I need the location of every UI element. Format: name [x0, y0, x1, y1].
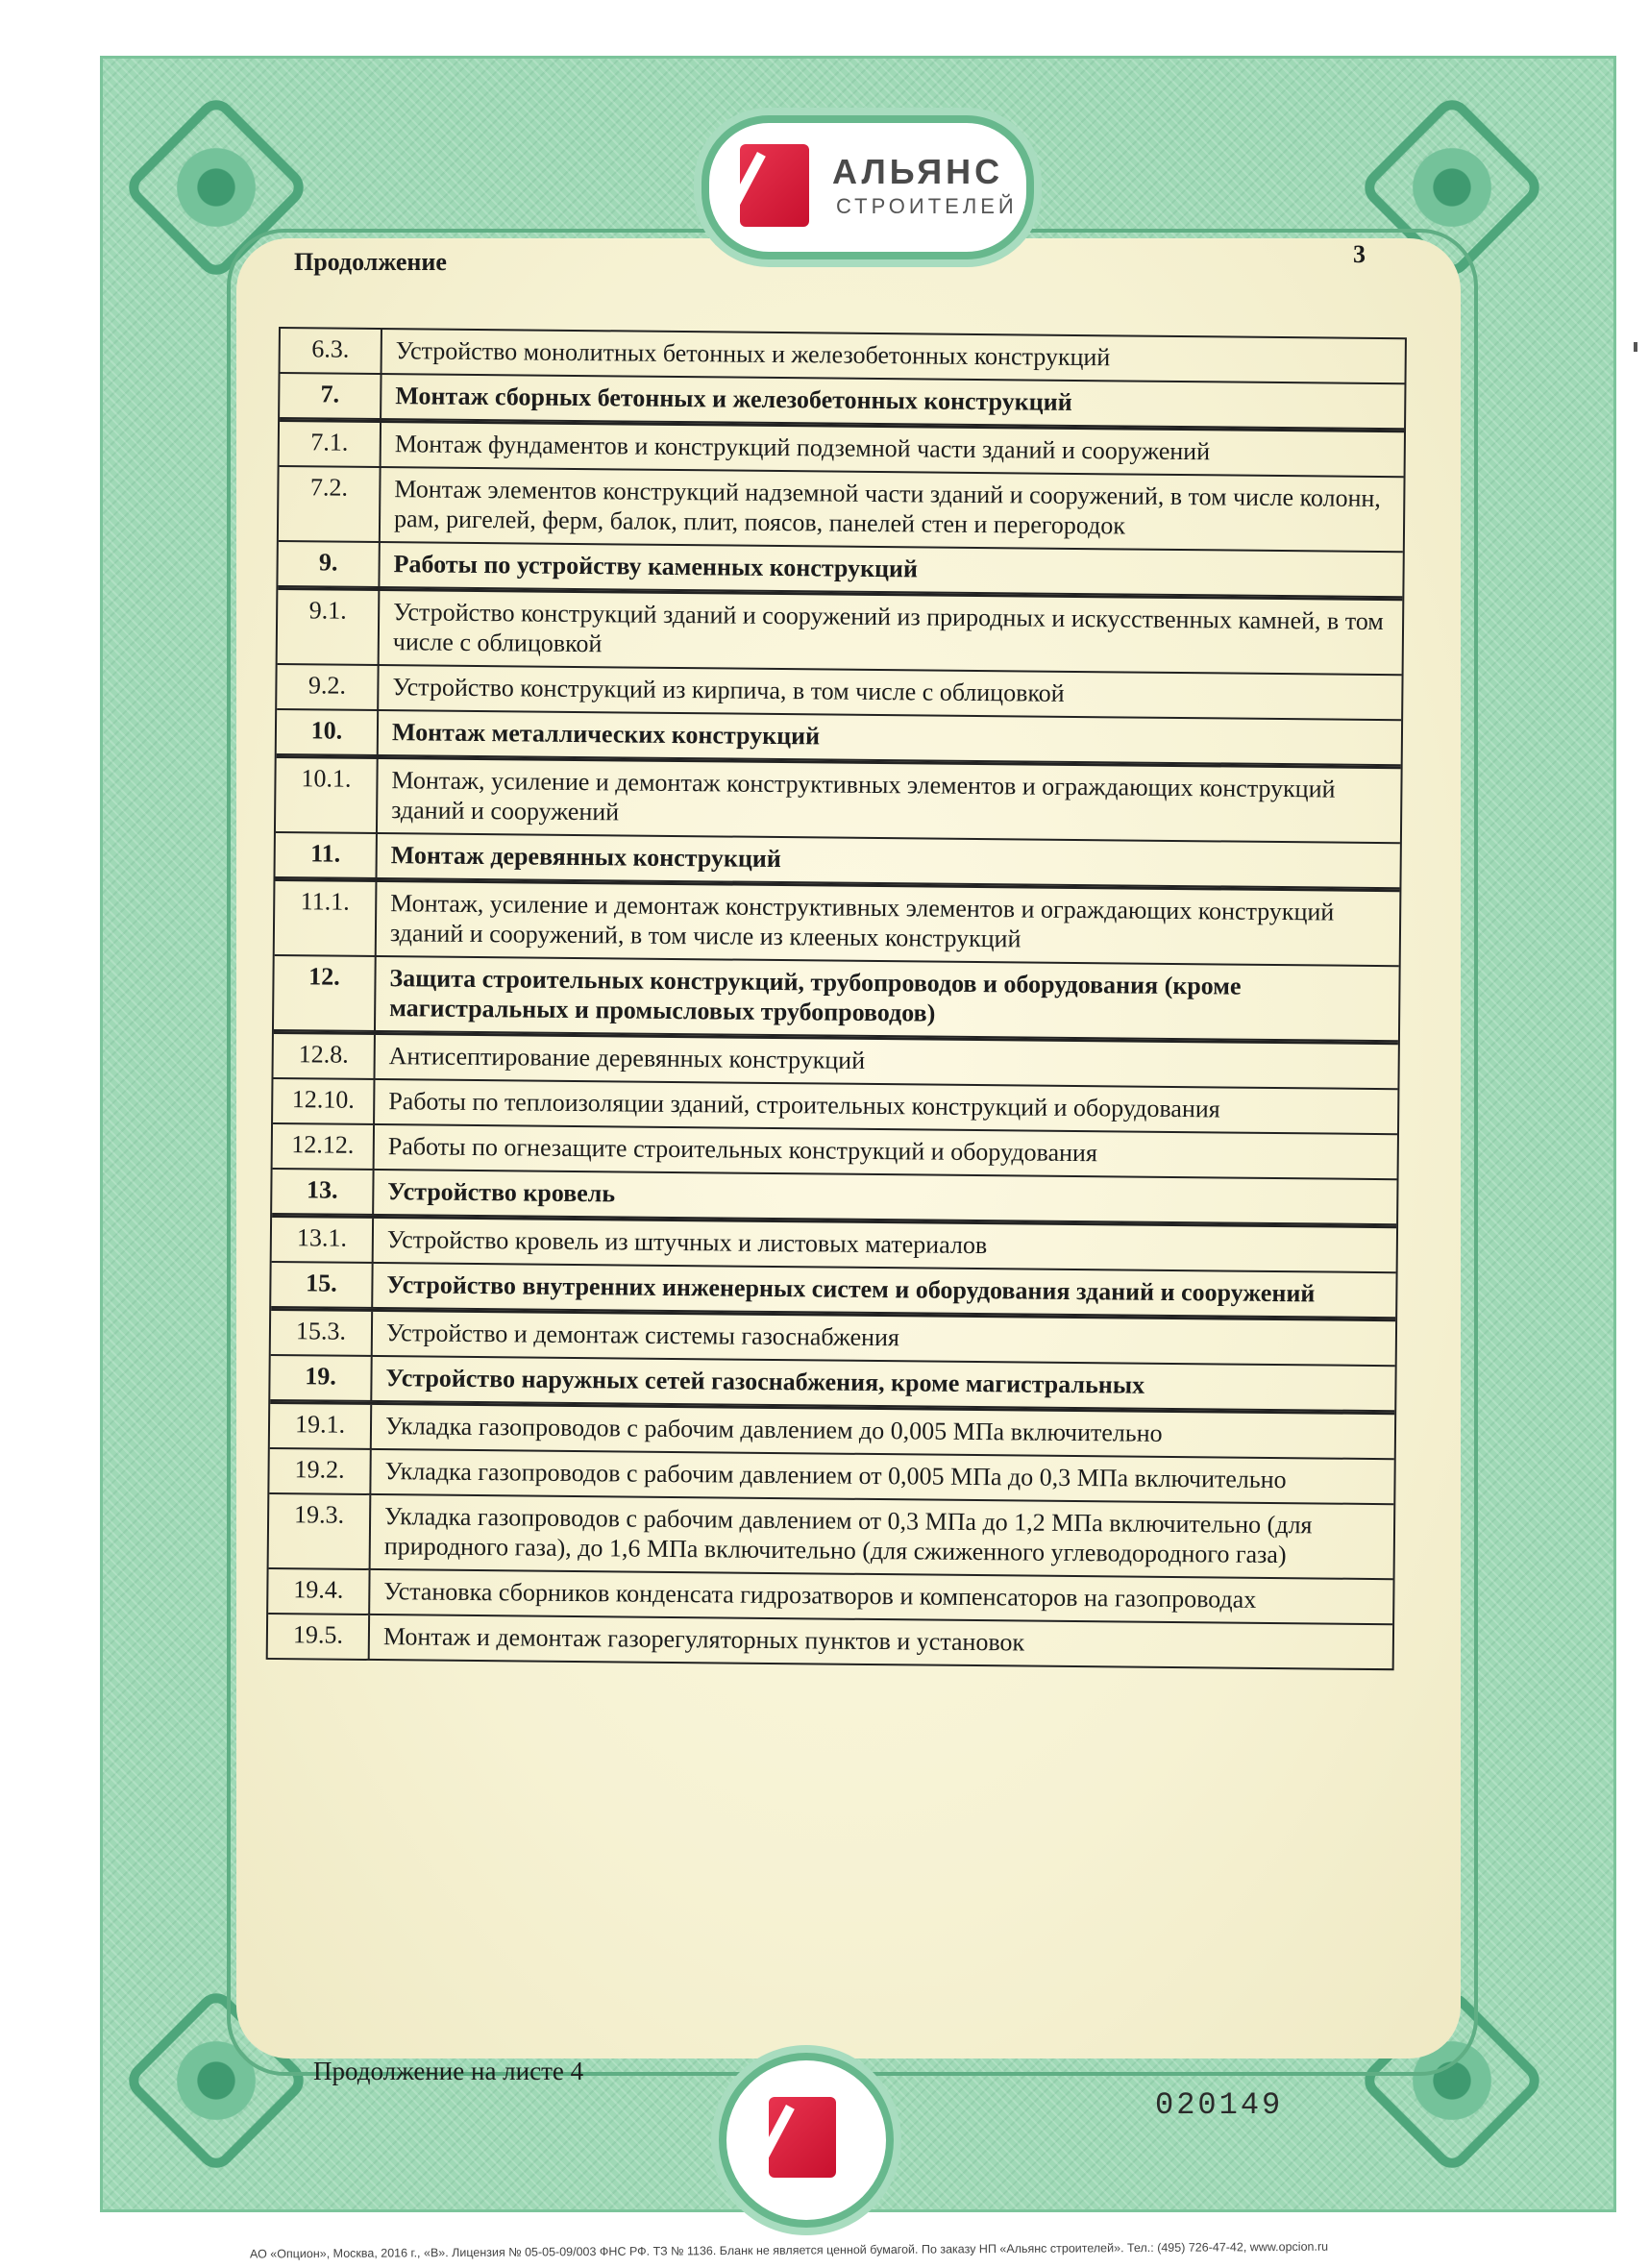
item-number: 15.3.	[271, 1311, 373, 1355]
logo-text-sub: СТРОИТЕЛЕЙ	[836, 194, 1018, 218]
item-number: 9.	[278, 542, 380, 586]
table-row	[269, 1492, 1394, 1578]
item-number: 9.2.	[277, 665, 379, 709]
item-description: Укладка газопроводов с рабочим давлением от 0,005 МПа до 0,3 МПа включительно	[384, 1457, 1287, 1494]
item-description: Монтаж фундаментов и конструкций подземной части зданий и сооружений	[394, 430, 1211, 466]
item-description: Укладка газопроводов с рабочим давлением до 0,005 МПа включительно	[384, 1412, 1163, 1447]
item-description: Устройство и демонтаж системы газоснабжения	[385, 1319, 900, 1352]
item-description: Антисептирование деревянных конструкций	[388, 1042, 866, 1074]
item-description: Устройство конструкций зданий и сооружений из природных и искусственных камней, в том числе с облицовкой	[392, 598, 1384, 658]
edge-mark	[1634, 342, 1637, 352]
continuation-note: Продолжение на листе 4	[313, 2057, 584, 2085]
logo-mark-icon	[740, 144, 809, 227]
item-description: Монтаж элементов конструкций надземной части зданий и сооружений, в том числе колонн, рам, ригелей, ферм, балок, плит, поясов, панелей стен и перегородок	[393, 475, 1382, 540]
item-number: 6.3.	[281, 329, 382, 373]
page-title: Продолжение	[294, 248, 447, 276]
item-description: Монтаж и демонтаж газорегуляторных пунктов и установок	[382, 1622, 1025, 1657]
item-number: 10.1.	[276, 758, 379, 832]
item-number: 19.5.	[268, 1615, 370, 1659]
item-number: 7.2.	[279, 467, 381, 541]
item-number: 19.1.	[270, 1404, 372, 1448]
item-number: 15.	[271, 1263, 373, 1307]
item-number: 12.12.	[273, 1124, 375, 1169]
table-row	[278, 587, 1403, 674]
item-description: Монтаж, усиление и демонтаж конструктивных элементов и ограждающих конструкций зданий и сооружений, в том числе из клееных конструкций	[389, 889, 1335, 953]
item-description: Укладка газопроводов с рабочим давлением от 0,3 МПа до 1,2 МПа включительно (для природного газа), до 1,6 МПа включительно (для сжиженного углеводородного газа)	[383, 1502, 1313, 1569]
item-description: Монтаж сборных бетонных и железобетонных конструкций	[395, 382, 1072, 416]
item-number: 7.1.	[280, 422, 381, 466]
item-number: 9.1.	[278, 590, 381, 664]
item-description: Работы по теплоизоляции зданий, строительных конструкций и оборудования	[388, 1087, 1220, 1123]
item-description: Устройство кровель	[387, 1177, 616, 1208]
section-row	[274, 954, 1399, 1042]
item-description: Защита строительных конструкций, трубопроводов и оборудования (кроме магистральных и промысловых трубопроводов)	[389, 964, 1242, 1027]
item-number: 10.	[277, 710, 379, 754]
item-number: 12.8.	[274, 1034, 376, 1078]
works-table	[266, 327, 1407, 1670]
item-description: Устройство конструкций из кирпича, в том числе с облицовкой	[392, 673, 1065, 707]
item-description: Монтаж деревянных конструкций	[390, 841, 781, 874]
page-number: 3	[1353, 240, 1366, 268]
item-description: Устройство наружных сетей газоснабжения, кроме магистральных	[385, 1364, 1145, 1399]
logo-text-main: АЛЬЯНС	[832, 152, 1004, 191]
printer-imprint: АО «Опцион», Москва, 2016 г., «В». Лицензия № 05-05-09/003 ФНС РФ. ТЗ № 1136. Бланк не является ценной бумагой. По заказу НП «Альянс строителей». Тел.: (495) 726-47-42, www.opcion.ru	[249, 2239, 1329, 2261]
logo-emblem	[701, 115, 1034, 259]
item-description: Установка сборников конденсата гидрозатворов и компенсаторов на газопроводах	[383, 1577, 1257, 1614]
table-row	[279, 465, 1404, 551]
item-description: Работы по устройству каменных конструкций	[393, 550, 919, 583]
table-row	[276, 755, 1401, 842]
item-description: Работы по огнезащите строительных конструкций и оборудования	[387, 1132, 1098, 1168]
item-number: 19.	[270, 1356, 372, 1400]
item-description: Монтаж, усиление и демонтаж конструктивных элементов и ограждающих конструкций зданий и сооружений	[391, 766, 1336, 826]
logo-mark-icon	[769, 2097, 836, 2178]
item-number: 11.	[276, 833, 378, 877]
item-number: 13.	[272, 1170, 374, 1214]
item-number: 12.10.	[273, 1079, 375, 1123]
item-number: 12.	[274, 956, 377, 1030]
item-description: Устройство кровель из штучных и листовых материалов	[386, 1225, 988, 1260]
item-number: 19.4.	[268, 1569, 370, 1614]
item-description: Устройство внутренних инженерных систем и оборудования зданий и сооружений	[386, 1270, 1316, 1308]
item-number: 11.1.	[275, 881, 378, 955]
bottom-emblem	[719, 2053, 894, 2228]
item-number: 13.1.	[272, 1218, 374, 1262]
serial-number: 020149	[1155, 2087, 1284, 2123]
item-description: Монтаж металлических конструкций	[391, 718, 821, 751]
item-number: 19.3.	[269, 1494, 372, 1568]
item-description: Устройство монолитных бетонных и железобетонных конструкций	[395, 336, 1111, 372]
item-number: 7.	[280, 374, 381, 418]
item-number: 19.2.	[269, 1449, 371, 1493]
table-row	[275, 878, 1400, 965]
